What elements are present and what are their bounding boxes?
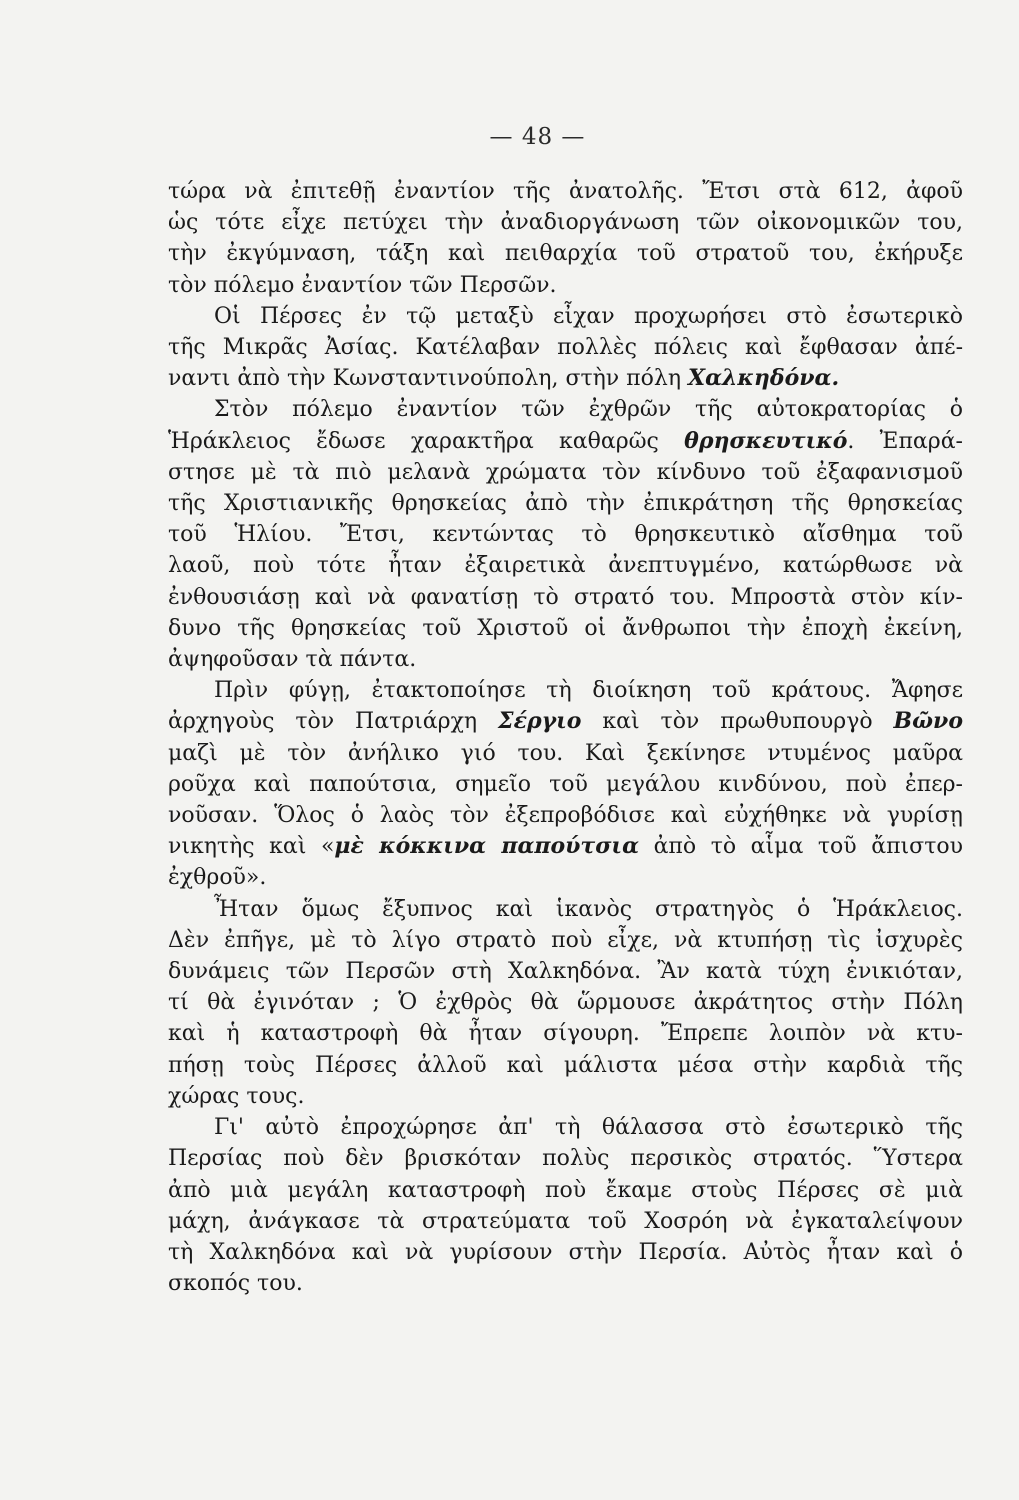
text-line: ἐνθουσιάσῃ καὶ νὰ φανατίσῃ τὸ στρατό του. Μπροστὰ στὸν κίν- <box>168 584 963 610</box>
text-line: δυνάμεις τῶν Περσῶν στὴ Χαλκηδόνα. Ἂν κατὰ τύχη ἐνικιόταν, <box>168 959 963 985</box>
text-line: καὶ ἡ καταστροφὴ θὰ ἦταν σίγουρη. Ἔπρεπε λοιπὸν νὰ κτυ- <box>168 1021 963 1047</box>
text-line: τί θὰ ἐγινόταν ; Ὁ ἐχθρὸς θὰ ὥρμουσε ἀκράτητος στὴν Πόλη <box>168 990 963 1016</box>
text-line: ἐχθροῦ». <box>168 865 267 891</box>
text-line: νοῦσαν. Ὅλος ὁ λαὸς τὸν ἐξεπροβόδισε καὶ εὐχήθηκε νὰ γυρίσῃ <box>168 803 963 829</box>
text-line: Στὸν πόλεμο ἐναντίον τῶν ἐχθρῶν τῆς αὐτοκρατορίας ὁ <box>214 397 963 423</box>
text-line: μάχη, ἀνάγκασε τὰ στρατεύματα τοῦ Χοσρόη νὰ ἐγκαταλείψουν <box>168 1208 963 1234</box>
text-line: Ἦταν ὅμως ἔξυπνος καὶ ἱκανὸς στρατηγὸς ὁ Ἡράκλειος. <box>214 896 963 922</box>
text-line: Δὲν ἐπῆγε, μὲ τὸ λίγο στρατὸ ποὺ εἶχε, νὰ κτυπήσῃ τὶς ἰσχυρὲς <box>168 927 963 953</box>
text-line: ὡς τότε εἶχε πετύχει τὴν ἀναδιοργάνωση τῶν οἰκονομικῶν του, <box>168 210 963 236</box>
text-line: ροῦχα καὶ παπούτσια, σημεῖο τοῦ μεγάλου κινδύνου, ποὺ ἐπερ- <box>168 771 963 797</box>
page-number: — 48 — <box>489 124 586 150</box>
text-line: Γι' αὐτὸ ἐπροχώρησε ἀπ' τὴ θάλασσα στὸ ἐσωτερικὸ τῆς <box>214 1115 963 1141</box>
text-line: ἀψηφοῦσαν τὰ πάντα. <box>168 647 417 673</box>
text-line: ἀρχηγοὺς τὸν Πατριάρχη Σέργιο καὶ τὸν πρωθυπουργὸ Βῶνο <box>168 708 963 735</box>
text-line: τοῦ Ἡλίου. Ἔτσι, κεντώντας τὸ θρησκευτικὸ αἴσθημα τοῦ <box>168 522 963 548</box>
emphasis-chalkidona: Χαλκηδόνα. <box>688 365 840 392</box>
text-line: τῆς Μικρᾶς Ἀσίας. Κατέλαβαν πολλὲς πόλεις καὶ ἔφθασαν ἀπέ- <box>168 335 963 361</box>
text-line: Περσίας ποὺ δὲν βρισκόταν πολὺς περσικὸς στρατός. Ὕστερα <box>168 1146 963 1172</box>
text-line: ἀπὸ μιὰ μεγάλη καταστροφὴ ποὺ ἔκαμε στοὺς Πέρσες σὲ μιὰ <box>168 1177 963 1203</box>
text-line: Πρὶν φύγῃ, ἐτακτοποίησε τὴ διοίκηση τοῦ κράτους. Ἄφησε <box>214 678 963 704</box>
text-line: δυνο τῆς θρησκείας τοῦ Χριστοῦ οἱ ἄνθρωποι τὴν ἐποχὴ ἐκείνη, <box>168 615 963 641</box>
text-line: στησε μὲ τὰ πιὸ μελανὰ χρώματα τὸν κίνδυνο τοῦ ἐξαφανισμοῦ <box>168 459 963 485</box>
text-line: τὴν ἐκγύμναση, τάξη καὶ πειθαρχία τοῦ στρατοῦ του, ἐκήρυξε <box>168 241 963 267</box>
text-line: μαζὶ μὲ τὸν ἀνήλικο γιό του. Καὶ ξεκίνησε ντυμένος μαῦρα <box>168 740 963 766</box>
text-line: τῆς Χριστιανικῆς θρησκείας ἀπὸ τὴν ἐπικράτηση τῆς θρησκείας <box>168 491 963 517</box>
text-line: τώρα νὰ ἐπιτεθῇ ἐναντίον τῆς ἀνατολῆς. Ἔτσι στὰ 612, ἀφοῦ <box>168 179 963 204</box>
text-line: λαοῦ, ποὺ τότε ἦταν ἐξαιρετικὰ ἀνεπτυγμένο, κατώρθωσε νὰ <box>168 553 963 579</box>
text-line: ναντι ἀπὸ τὴν Κωνσταντινούπολη, στὴν πόλη Χαλκηδόνα. <box>168 365 840 392</box>
text-line: χώρας τους. <box>168 1083 305 1109</box>
emphasis-kokkina-papoutsia: μὲ κόκκινα παπούτσια <box>334 833 640 860</box>
text-line: σκοπός του. <box>168 1271 303 1297</box>
emphasis-sergio: Σέργιο <box>498 708 582 735</box>
text-line: Ἡράκλειος ἔδωσε χαρακτῆρα καθαρῶς θρησκευτικό. Ἐπαρά- <box>168 427 963 454</box>
text-line: πήσῃ τοὺς Πέρσες ἀλλοῦ καὶ μάλιστα μέσα στὴν καρδιὰ τῆς <box>168 1052 963 1078</box>
text-line: Οἱ Πέρσες ἐν τῷ μεταξὺ εἶχαν προχωρήσει στὸ ἐσωτερικὸ <box>214 303 963 329</box>
text-line: τὴ Χαλκηδόνα καὶ νὰ γυρίσουν στὴν Περσία. Αὐτὸς ἦταν καὶ ὁ <box>168 1239 963 1265</box>
emphasis-thriskeftiko: θρησκευτικό <box>684 427 848 454</box>
emphasis-vono: Βῶνο <box>893 708 963 735</box>
text-line: τὸν πόλεμο ἐναντίον τῶν Περσῶν. <box>168 272 557 298</box>
text-line: νικητὴς καὶ «μὲ κόκκινα παπούτσια ἀπὸ τὸ αἷμα τοῦ ἄπιστου <box>168 833 963 860</box>
body-text <box>168 176 963 1299</box>
